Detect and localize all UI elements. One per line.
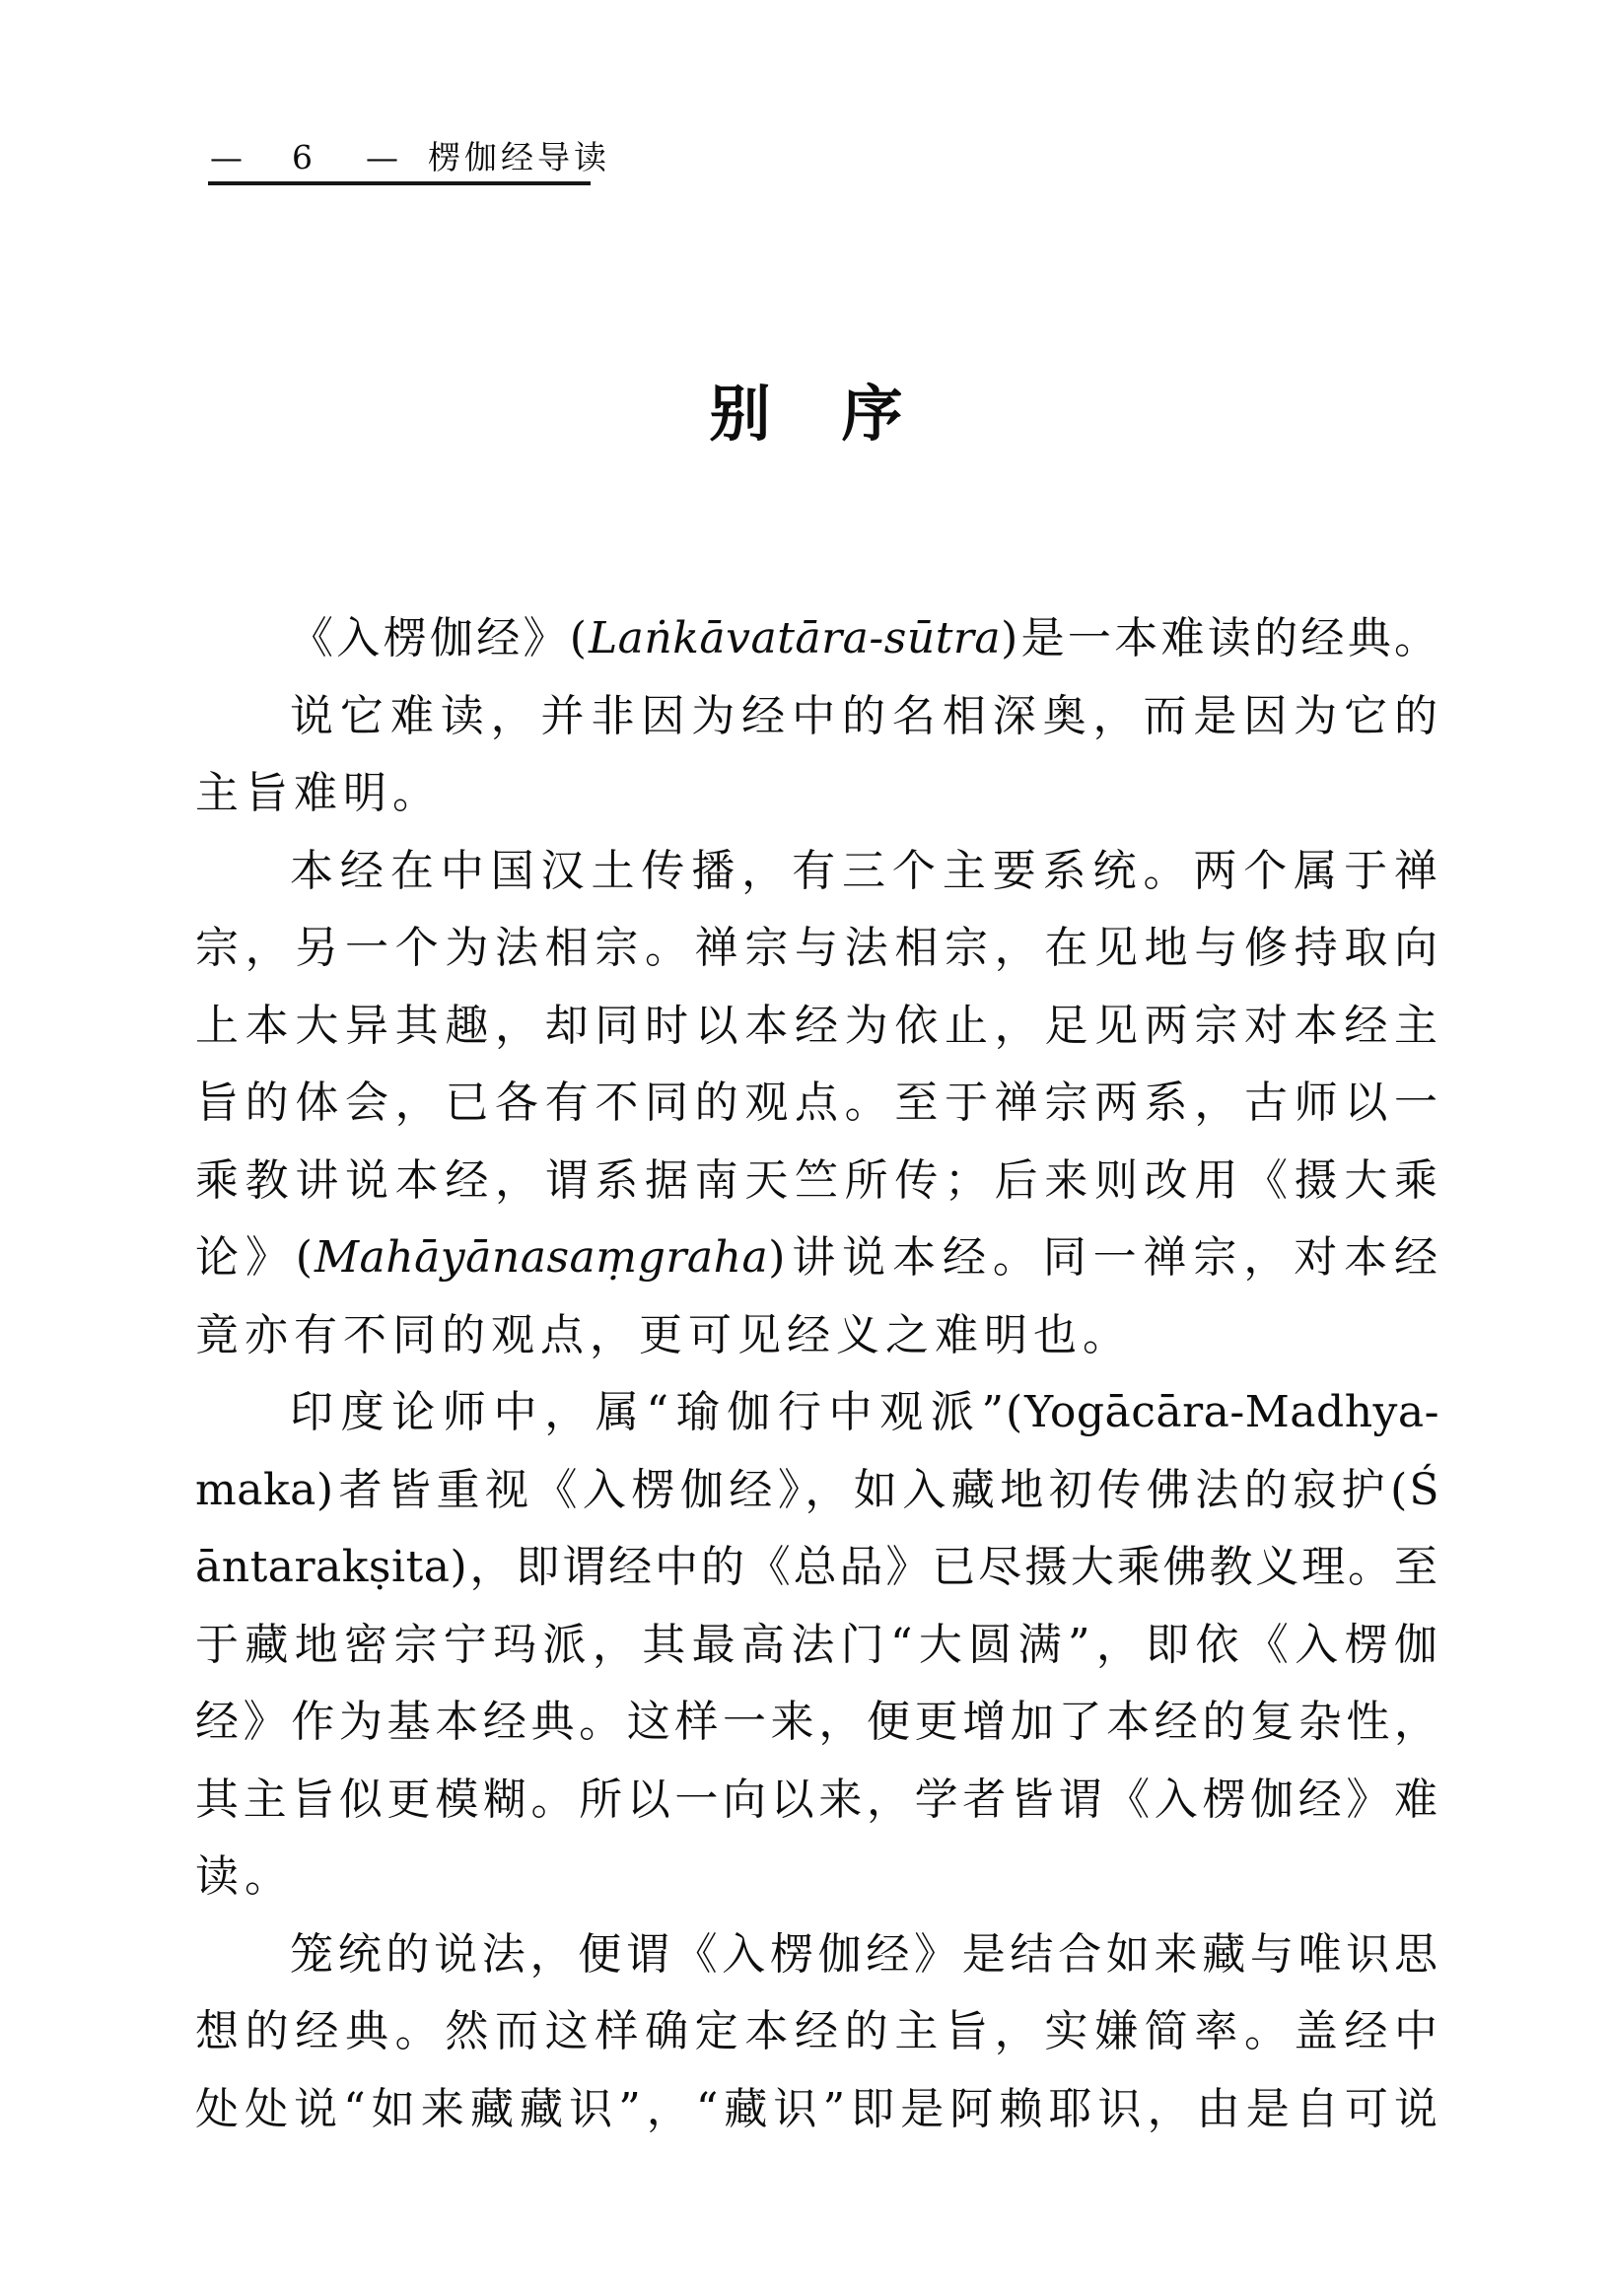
page-number: 6 [292, 138, 313, 176]
text-line: 其主旨似更模糊。所以一向以来，学者皆谓《入楞伽经》难 [195, 1774, 1439, 1825]
text-line: āntarakṣita)，即谓经中的《总品》已尽摄大乘佛教义理。至 [195, 1542, 1439, 1592]
text-line: 读。 [195, 1851, 294, 1902]
text-line: 印度论师中，属“瑜伽行中观派”(Yogācāra-Madhya- [290, 1387, 1439, 1437]
text-line: 竟亦有不同的观点，更可见经义之难明也。 [195, 1309, 1132, 1360]
text-line: 《入楞伽经》(Laṅkāvatāra-sūtra)是一本难读的经典。 [290, 613, 1439, 663]
text-line: 宗，另一个为法相宗。禅宗与法相宗，在见地与修持取向 [195, 923, 1439, 973]
header-rule [208, 181, 591, 185]
text-line: 论》(Mahāyānasaṃgraha)讲说本经。同一禅宗，对本经 [195, 1232, 1439, 1283]
text-line: 乘教讲说本经，谓系据南天竺所传；后来则改用《摄大乘 [195, 1154, 1439, 1206]
latin-text: Ś [1409, 1464, 1439, 1515]
latin-text: Yogācāra-Madhya- [1024, 1387, 1439, 1437]
text-line: 于藏地密宗宁玛派，其最高法门“大圆满”，即依《入楞伽 [195, 1619, 1439, 1670]
text-line: 说它难读，并非因为经中的名相深奥，而是因为它的 [290, 690, 1439, 741]
section-title [0, 378, 1612, 451]
text-line: 主旨难明。 [195, 768, 442, 818]
text-line: maka)者皆重视《入楞伽经》，如入藏地初传佛法的寂护(Ś [195, 1464, 1439, 1515]
text-line: 经》作为基本经典。这样一来，便更增加了本经的复杂性， [195, 1697, 1439, 1747]
section-title-char: 序 [841, 378, 903, 450]
text-line: 想的经典。然而这样确定本经的主旨，实嫌简率。盖经中 [195, 2006, 1439, 2056]
sanskrit-italic-text: Laṅkāvatāra-sūtra [588, 613, 1002, 663]
running-head [210, 138, 610, 177]
latin-text: maka [195, 1464, 316, 1515]
page-number-dash-right: — [366, 138, 398, 176]
text-line: 上本大异其趣，却同时以本经为依止，足见两宗对本经主 [195, 1000, 1439, 1051]
body-text [195, 600, 1439, 2148]
page-number-dash-left: — [210, 138, 243, 176]
latin-text: āntarakṣita [195, 1542, 451, 1592]
section-title-char: 别 [709, 378, 771, 450]
text-line: 处处说“如来藏藏识”，“藏识”即是阿赖耶识，由是自可说 [195, 2083, 1439, 2134]
book-title: 楞伽经导读 [428, 138, 610, 176]
text-line: 笼统的说法，便谓《入楞伽经》是结合如来藏与唯识思 [290, 1928, 1439, 1980]
text-line: 本经在中国汉土传播，有三个主要系统。两个属于禅 [290, 845, 1439, 896]
sanskrit-italic-text: Mahāyānasaṃgraha [314, 1232, 769, 1283]
text-line: 旨的体会，已各有不同的观点。至于禅宗两系，古师以一 [195, 1078, 1439, 1128]
